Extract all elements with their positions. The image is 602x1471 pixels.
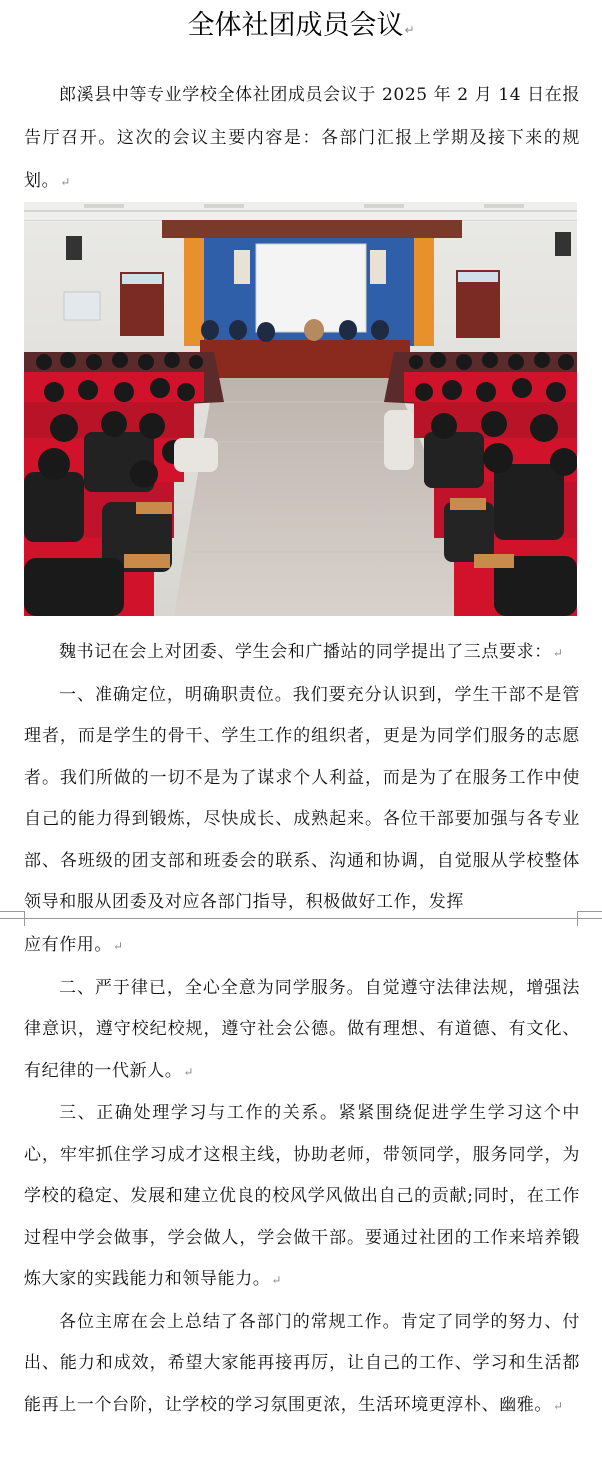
body-section-page1	[24, 632, 580, 924]
paragraph-mark-icon: ↵	[183, 1064, 195, 1079]
speaker-left	[66, 236, 82, 260]
paragraph-mark-icon: ↵	[113, 939, 124, 953]
stage-header-beam	[162, 220, 462, 238]
point-two-paragraph: 二、严于律已，全心全意为同学服务。自觉遵守法律法规，增强法律意识，遵守校纪校规，遵守社会公德。做有理想、有道德、有文化、有纪律的一代新人。↵	[24, 977, 580, 1081]
page-corner-right	[577, 911, 602, 926]
paragraph-mark-icon: ↵	[60, 175, 71, 189]
point-one-paragraph: 一、准确定位，明确职责位。我们要充分认识到，学生干部不是管理者，而是学生的骨干、学生工作的组织者，更是为同学们服务的志愿者。我们所做的一切不是为了谋求个人利益，而是为了在服务工作中使自己的能力得到锻炼，尽快成长、成熟起来。各位干部要加强与各专业部、各班级的团支部和班委会的联系、沟通和协调，自觉服从学校整体领导和服从团委及对应各部门指导，积极做好工作，发挥	[24, 684, 580, 912]
title-text: 全体社团成员会议	[187, 10, 404, 41]
projection-screen	[256, 244, 366, 332]
speaker-right	[555, 232, 571, 256]
body-section-page2	[24, 925, 580, 1427]
page-break-divider	[0, 911, 602, 925]
banner-left	[234, 250, 250, 284]
window-left	[64, 292, 100, 320]
meeting-photo	[24, 202, 577, 616]
paragraph-mark-icon: ↵	[404, 23, 415, 37]
summary-paragraph: 各位主席在会上总结了各部门的常规工作。肯定了同学的努力、付出、能力和成效，希望大家能再接再厉，让自己的工作、学习和生活都能再上一个台阶，让学校的学习氛围更浓，生活环境更淳朴、幽雅。↵	[24, 1311, 580, 1415]
paragraph-mark-icon: ↵	[553, 1398, 564, 1413]
point-one-continuation: 应有作用。↵	[24, 935, 124, 955]
page-break-line	[0, 918, 602, 919]
paragraph-mark-icon: ↵	[271, 1273, 283, 1287]
meeting-hall-illustration	[24, 202, 577, 616]
intro-text: 郎溪县中等专业学校全体社团成员会议于 2025 年 2 月 14 日在报告厅召开。这次的会议主要内容是：各部门汇报上学期及接下来的规划。	[24, 85, 580, 191]
banner-right	[370, 250, 386, 284]
document-title	[0, 8, 602, 48]
point-three-paragraph: 三、正确处理学习与工作的关系。紧紧围绕促进学生学习这个中心，牢牢抓住学习成才这根主线，协助老师，带领同学，服务同学，为学校的稳定、发展和建立优良的校风学风做出自己的贡献;同时，在工作过程中学会做事，学会做人，学会做干部。要通过社团的工作来培养锻炼大家的实践能力和领导能力。↵	[24, 1103, 580, 1289]
stage-desk	[200, 340, 410, 378]
requirements-lead: 魏书记在会上对团委、学生会和广播站的同学提出了三点要求：↵	[59, 642, 564, 662]
stage-pillar-right	[414, 238, 434, 346]
paragraph-mark-icon: ↵	[552, 646, 564, 660]
stage-pillar-left	[184, 238, 204, 346]
intro-paragraph	[24, 74, 580, 204]
